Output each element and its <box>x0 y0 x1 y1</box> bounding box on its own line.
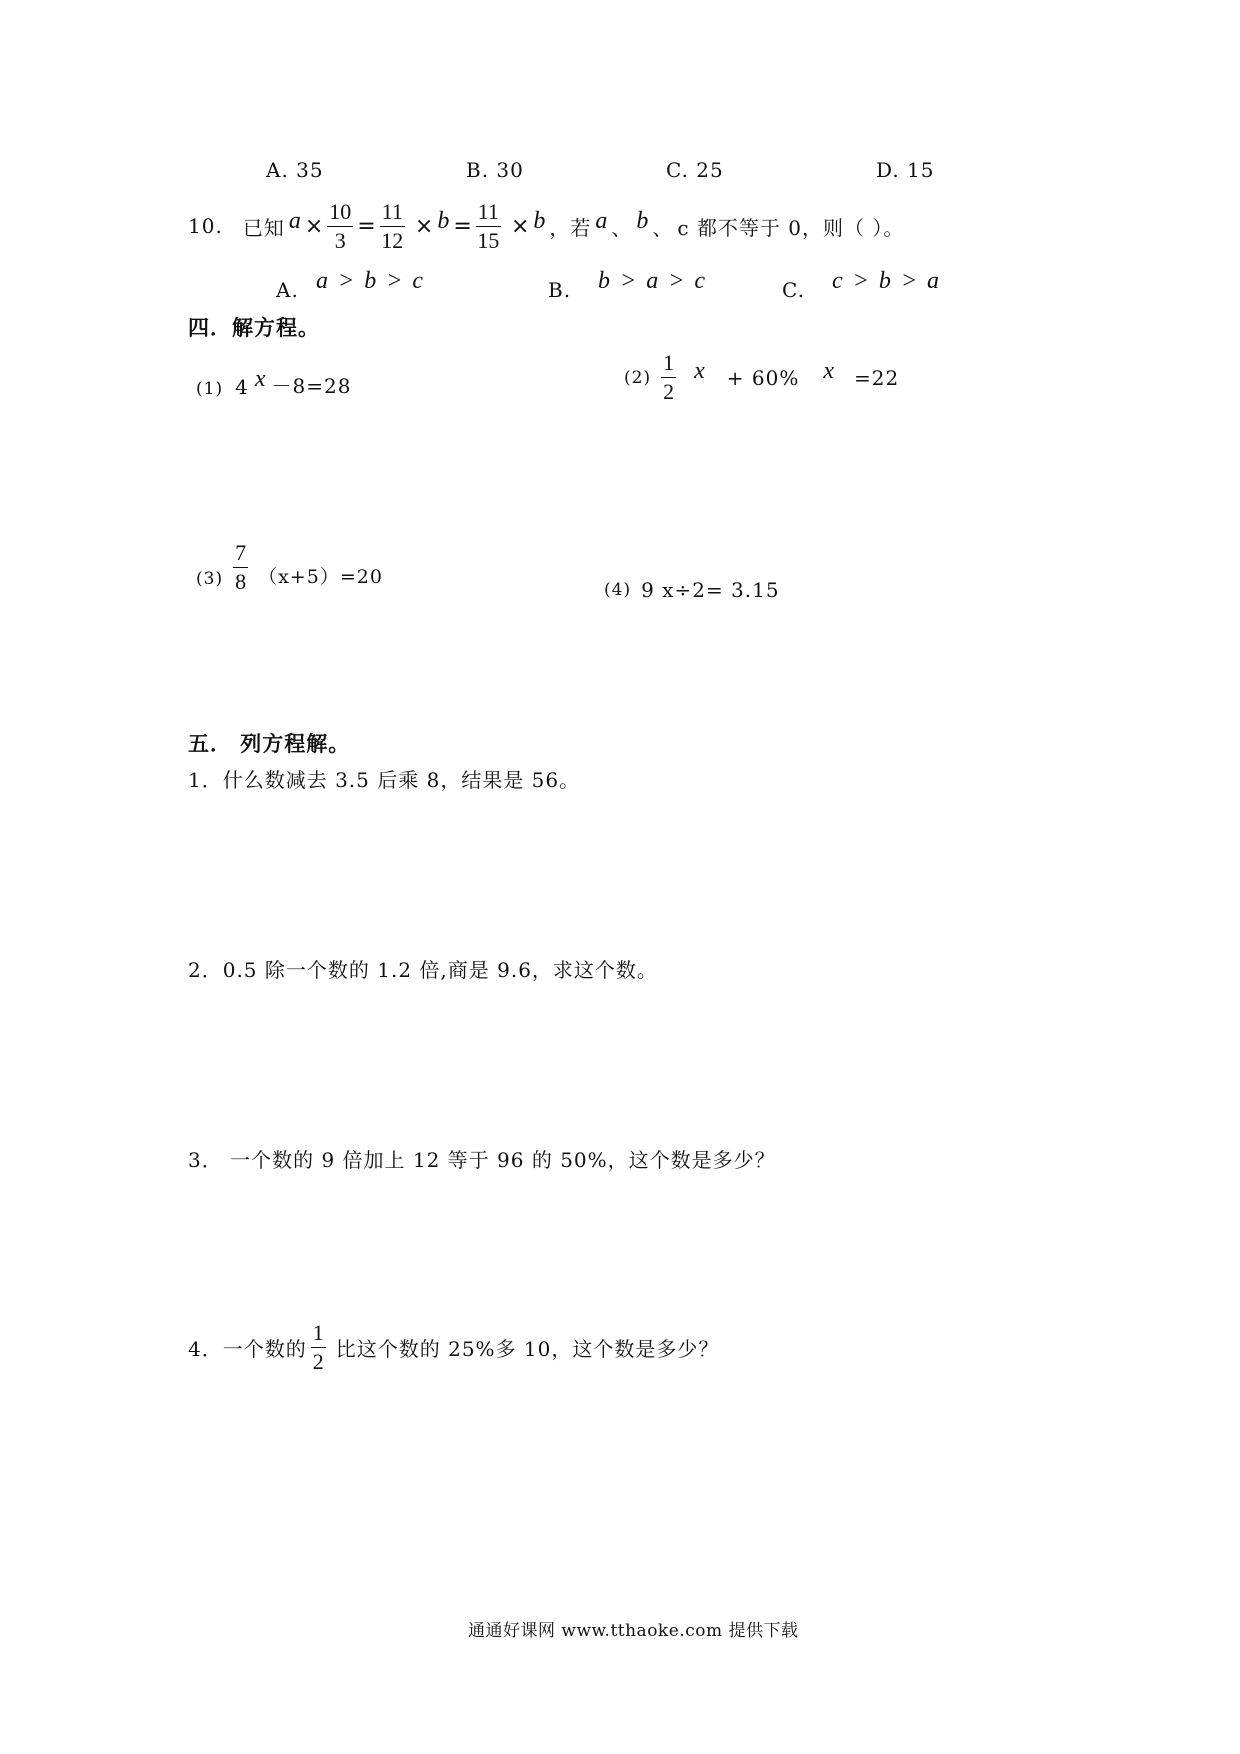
equation-3-fraction-numerator: 7 <box>233 542 248 568</box>
equation-2-fraction-denominator: 2 <box>663 379 675 404</box>
q10-stem <box>188 196 904 256</box>
q10-option-c-expression: c > b > a <box>832 268 942 294</box>
equation-3-fraction <box>233 542 248 593</box>
equation-2-fraction-numerator: 1 <box>661 352 676 378</box>
q10-equals-2: = <box>453 213 472 239</box>
q10-tail-1: ，若 <box>549 215 592 240</box>
word-problem-4-fraction-numerator: 1 <box>311 1322 326 1348</box>
word-problem-4-fraction-denominator: 2 <box>312 1349 324 1374</box>
q10-times-3: × <box>510 213 530 239</box>
equation-3-fraction-denominator: 8 <box>235 569 247 594</box>
equation-3 <box>196 540 383 594</box>
section-5-heading: 五． 列方程解。 <box>188 731 351 756</box>
q9-option-a: A. 35 <box>266 158 324 182</box>
q10-option-a-expression: a > b > c <box>316 268 426 294</box>
q9-option-b: B. 30 <box>466 158 524 182</box>
equation-4-label: (4) <box>604 580 632 600</box>
q10-option-b-expression: b > a > c <box>598 268 708 294</box>
section-4-heading: 四．解方程。 <box>188 315 320 340</box>
footer-text: 通通好课网 www.tthaoke.com 提供下载 <box>468 1621 799 1641</box>
word-problem-2: 2．0.5 除一个数的 1.2 倍,商是 9.6，求这个数。 <box>188 958 658 982</box>
q10-equals-1: = <box>357 213 376 239</box>
q10-var-a-2: a <box>595 207 608 234</box>
equation-3-rest: （x+5）=20 <box>258 566 383 588</box>
q10-var-b: b <box>437 207 450 234</box>
q10-fraction-3-denominator: 15 <box>477 227 500 253</box>
equation-2-middle: + 60% <box>726 365 800 390</box>
q10-tail-2: c 都不等于 0，则（ ）。 <box>677 215 905 240</box>
equation-1-rest: －8=28 <box>271 374 352 398</box>
q10-option-b-label: B. <box>548 278 572 302</box>
word-problem-4-fraction <box>311 1322 326 1373</box>
equation-2-fraction <box>661 352 676 403</box>
q10-lead: 已知 <box>242 215 285 240</box>
word-problem-4-rest: 比这个数的 25%多 10，这个数是多少？ <box>335 1337 720 1361</box>
q10-option-c-label: C. <box>782 278 805 302</box>
q10-fraction-2 <box>380 198 405 253</box>
equation-3-label: (3) <box>196 569 224 589</box>
equation-4-text: 9 x÷2= 3.15 <box>641 578 780 602</box>
word-problem-3: 3． 一个数的 9 倍加上 12 等于 96 的 50%，这个数是多少？ <box>188 1148 776 1172</box>
q10-fraction-1-denominator: 3 <box>334 227 346 253</box>
equation-2 <box>624 352 899 403</box>
equation-4 <box>604 578 780 602</box>
q10-fraction-3-numerator: 11 <box>476 201 501 227</box>
q10-var-b-2: b <box>533 207 546 234</box>
equation-2-variable-2: x <box>823 358 834 384</box>
q10-separator-2: 、 <box>652 215 674 240</box>
word-problem-4-lead: 4．一个数的 <box>188 1337 307 1361</box>
q10-option-a-label: A. <box>276 278 299 302</box>
q10-fraction-2-numerator: 11 <box>380 201 405 227</box>
word-problem-4 <box>188 1322 719 1373</box>
q10-fraction-3 <box>476 198 501 253</box>
q10-fraction-2-denominator: 12 <box>381 227 404 253</box>
q10-var-b-3: b <box>636 207 649 234</box>
q10-separator-1: 、 <box>611 215 633 240</box>
q9-option-c: C. 25 <box>666 158 724 182</box>
equation-1 <box>196 366 351 399</box>
q10-times-1: × <box>304 213 324 239</box>
q10-number: 10. <box>188 214 223 238</box>
equation-2-variable-1: x <box>694 358 705 384</box>
equation-2-label: (2) <box>624 367 652 388</box>
equation-2-rest: =22 <box>853 365 900 390</box>
q10-times-2: × <box>414 213 434 239</box>
equation-1-label: (1) <box>196 379 224 399</box>
equation-1-coefficient: 4 <box>235 375 249 399</box>
equation-1-variable: x <box>254 366 266 392</box>
q9-option-d: D. 15 <box>876 158 935 182</box>
q10-fraction-1 <box>327 198 353 253</box>
word-problem-1: 1．什么数减去 3.5 后乘 8，结果是 56。 <box>188 768 581 792</box>
q10-var-a: a <box>288 207 301 234</box>
q10-fraction-1-numerator: 10 <box>327 201 353 227</box>
